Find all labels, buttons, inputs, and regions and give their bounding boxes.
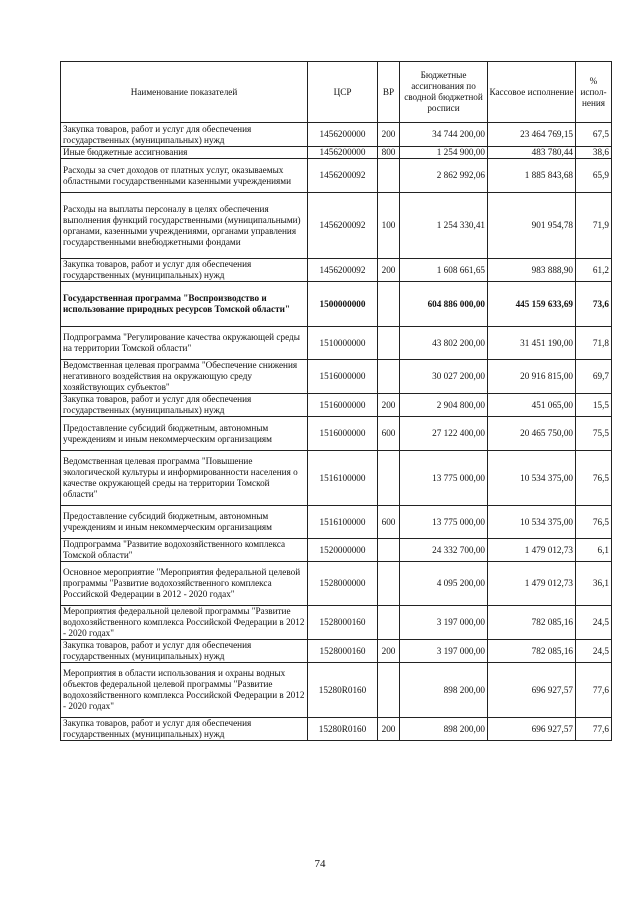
budget-execution-table: [60, 61, 612, 741]
table-row: [61, 506, 612, 539]
row-execution-percent: 75,5: [576, 417, 612, 451]
row-vr-code: [378, 282, 400, 327]
header-csr: ЦСР: [308, 62, 378, 123]
row-csr-code: 15280R0160: [308, 718, 378, 741]
row-csr-code: 1528000000: [308, 562, 378, 606]
row-vr-code: 200: [378, 123, 400, 147]
row-budget-allocation: 1 254 330,41: [400, 193, 488, 259]
table-row: [61, 123, 612, 147]
row-vr-code: 200: [378, 640, 400, 663]
row-name: Предоставление субсидий бюджетным, автономным учреждениям и иным некоммерческим организациям: [61, 506, 308, 539]
row-name: Подпрограмма "Регулирование качества окружающей среды на территории Томской области": [61, 327, 308, 360]
row-csr-code: 1500000000: [308, 282, 378, 327]
row-csr-code: 1528000160: [308, 640, 378, 663]
row-csr-code: 1516000000: [308, 360, 378, 394]
row-name: Ведомственная целевая программа "Обеспечение снижения негативного воздействия на окружающую среду хозяйствующих субъектов": [61, 360, 308, 394]
row-budget-allocation: 2 904 800,00: [400, 394, 488, 417]
row-vr-code: [378, 159, 400, 193]
row-name: Закупка товаров, работ и услуг для обеспечения государственных (муниципальных) нужд: [61, 394, 308, 417]
table-row: [61, 562, 612, 606]
row-execution-percent: 71,8: [576, 327, 612, 360]
row-vr-code: 200: [378, 259, 400, 282]
row-cash-execution: 696 927,57: [488, 718, 576, 741]
row-vr-code: 600: [378, 417, 400, 451]
row-cash-execution: 23 464 769,15: [488, 123, 576, 147]
row-cash-execution: 782 085,16: [488, 606, 576, 640]
row-csr-code: 1516000000: [308, 394, 378, 417]
row-csr-code: 1456200092: [308, 159, 378, 193]
row-csr-code: 1456200000: [308, 123, 378, 147]
row-csr-code: 1456200092: [308, 259, 378, 282]
row-vr-code: [378, 663, 400, 718]
row-budget-allocation: 27 122 400,00: [400, 417, 488, 451]
row-budget-allocation: 24 332 700,00: [400, 539, 488, 562]
row-budget-allocation: 3 197 000,00: [400, 606, 488, 640]
row-name: Закупка товаров, работ и услуг для обеспечения государственных (муниципальных) нужд: [61, 718, 308, 741]
row-name: Предоставление субсидий бюджетным, автономным учреждениям и иным некоммерческим организациям: [61, 417, 308, 451]
header-execution-percent: % испол- нения: [576, 62, 612, 123]
row-cash-execution: 901 954,78: [488, 193, 576, 259]
row-name: Иные бюджетные ассигнования: [61, 147, 308, 159]
row-cash-execution: 983 888,90: [488, 259, 576, 282]
row-csr-code: 1516000000: [308, 417, 378, 451]
row-cash-execution: 445 159 633,69: [488, 282, 576, 327]
table-row: [61, 539, 612, 562]
table-row: [61, 640, 612, 663]
row-vr-code: 200: [378, 718, 400, 741]
row-vr-code: [378, 606, 400, 640]
row-name: Расходы на выплаты персоналу в целях обеспечения выполнения функций государственными (муниципальными) органами, казенными учреждениями, органами управления государственными внебюджетными фондами: [61, 193, 308, 259]
row-execution-percent: 15,5: [576, 394, 612, 417]
table-row: [61, 451, 612, 506]
row-cash-execution: 483 780,44: [488, 147, 576, 159]
row-budget-allocation: 898 200,00: [400, 663, 488, 718]
row-name: Закупка товаров, работ и услуг для обеспечения государственных (муниципальных) нужд: [61, 640, 308, 663]
table-row: [61, 193, 612, 259]
row-execution-percent: 76,5: [576, 451, 612, 506]
page-number: 74: [314, 858, 326, 870]
table-row: [61, 282, 612, 327]
row-name: Закупка товаров, работ и услуг для обеспечения государственных (муниципальных) нужд: [61, 123, 308, 147]
row-csr-code: 1516100000: [308, 506, 378, 539]
row-execution-percent: 73,6: [576, 282, 612, 327]
row-execution-percent: 6,1: [576, 539, 612, 562]
row-budget-allocation: 1 608 661,65: [400, 259, 488, 282]
row-vr-code: 200: [378, 394, 400, 417]
row-execution-percent: 24,5: [576, 606, 612, 640]
row-execution-percent: 61,2: [576, 259, 612, 282]
row-execution-percent: 65,9: [576, 159, 612, 193]
row-budget-allocation: 43 802 200,00: [400, 327, 488, 360]
table-header-row: [61, 62, 612, 123]
row-cash-execution: 10 534 375,00: [488, 506, 576, 539]
row-cash-execution: 31 451 190,00: [488, 327, 576, 360]
row-cash-execution: 20 916 815,00: [488, 360, 576, 394]
header-budget-allocations: Бюджетные ассигнования по сводной бюджетной росписи: [400, 62, 488, 123]
row-execution-percent: 67,5: [576, 123, 612, 147]
header-cash-execution: Кассовое исполнение: [488, 62, 576, 123]
row-budget-allocation: 2 862 992,06: [400, 159, 488, 193]
row-name: Основное мероприятие "Мероприятия федеральной целевой программы "Развитие водохозяйственного комплекса Российской Федерации в 2012 - 2020 годах": [61, 562, 308, 606]
header-name: Наименование показателей: [61, 62, 308, 123]
row-vr-code: 100: [378, 193, 400, 259]
row-execution-percent: 71,9: [576, 193, 612, 259]
row-execution-percent: 69,7: [576, 360, 612, 394]
table-row: [61, 417, 612, 451]
row-budget-allocation: 898 200,00: [400, 718, 488, 741]
row-execution-percent: 76,5: [576, 506, 612, 539]
row-name: Подпрограмма "Развитие водохозяйственного комплекса Томской области": [61, 539, 308, 562]
row-name: Расходы за счет доходов от платных услуг, оказываемых областными государственными казенными учреждениями: [61, 159, 308, 193]
row-budget-allocation: 13 775 000,00: [400, 451, 488, 506]
row-vr-code: [378, 327, 400, 360]
row-budget-allocation: 13 775 000,00: [400, 506, 488, 539]
table-row: [61, 147, 612, 159]
row-csr-code: 1456200092: [308, 193, 378, 259]
row-name: Государственная программа "Воспроизводство и использование природных ресурсов Томской области": [61, 282, 308, 327]
row-cash-execution: 20 465 750,00: [488, 417, 576, 451]
row-csr-code: 1520000000: [308, 539, 378, 562]
row-name: Мероприятия федеральной целевой программы "Развитие водохозяйственного комплекса Российской Федерации в 2012 - 2020 годах": [61, 606, 308, 640]
row-csr-code: 15280R0160: [308, 663, 378, 718]
row-cash-execution: 1 479 012,73: [488, 539, 576, 562]
row-cash-execution: 696 927,57: [488, 663, 576, 718]
row-budget-allocation: 34 744 200,00: [400, 123, 488, 147]
row-cash-execution: 10 534 375,00: [488, 451, 576, 506]
row-vr-code: 600: [378, 506, 400, 539]
row-execution-percent: 77,6: [576, 718, 612, 741]
table-row: [61, 159, 612, 193]
row-execution-percent: 36,1: [576, 562, 612, 606]
row-vr-code: 800: [378, 147, 400, 159]
header-vr: ВР: [378, 62, 400, 123]
row-cash-execution: 1 479 012,73: [488, 562, 576, 606]
row-vr-code: [378, 539, 400, 562]
table-row: [61, 394, 612, 417]
table-row: [61, 606, 612, 640]
table-body: [61, 123, 612, 741]
table-row: [61, 259, 612, 282]
row-csr-code: 1510000000: [308, 327, 378, 360]
row-execution-percent: 77,6: [576, 663, 612, 718]
row-csr-code: 1516100000: [308, 451, 378, 506]
row-name: Мероприятия в области использования и охраны водных объектов федеральной целевой программы "Развитие водохозяйственного комплекса Российской Федерации в 2012 - 2020 годах": [61, 663, 308, 718]
row-budget-allocation: 30 027 200,00: [400, 360, 488, 394]
row-cash-execution: 782 085,16: [488, 640, 576, 663]
row-budget-allocation: 4 095 200,00: [400, 562, 488, 606]
row-csr-code: 1456200000: [308, 147, 378, 159]
row-vr-code: [378, 562, 400, 606]
row-budget-allocation: 1 254 900,00: [400, 147, 488, 159]
row-cash-execution: 451 065,00: [488, 394, 576, 417]
row-execution-percent: 38,6: [576, 147, 612, 159]
row-name: Закупка товаров, работ и услуг для обеспечения государственных (муниципальных) нужд: [61, 259, 308, 282]
table-row: [61, 360, 612, 394]
table-row: [61, 327, 612, 360]
row-budget-allocation: 3 197 000,00: [400, 640, 488, 663]
row-budget-allocation: 604 886 000,00: [400, 282, 488, 327]
row-cash-execution: 1 885 843,68: [488, 159, 576, 193]
table-row: [61, 663, 612, 718]
row-execution-percent: 24,5: [576, 640, 612, 663]
row-vr-code: [378, 451, 400, 506]
table-row: [61, 718, 612, 741]
row-csr-code: 1528000160: [308, 606, 378, 640]
row-name: Ведомственная целевая программа "Повышение экологической культуры и информированности населения о качестве окружающей среды на территории Томской области": [61, 451, 308, 506]
row-vr-code: [378, 360, 400, 394]
